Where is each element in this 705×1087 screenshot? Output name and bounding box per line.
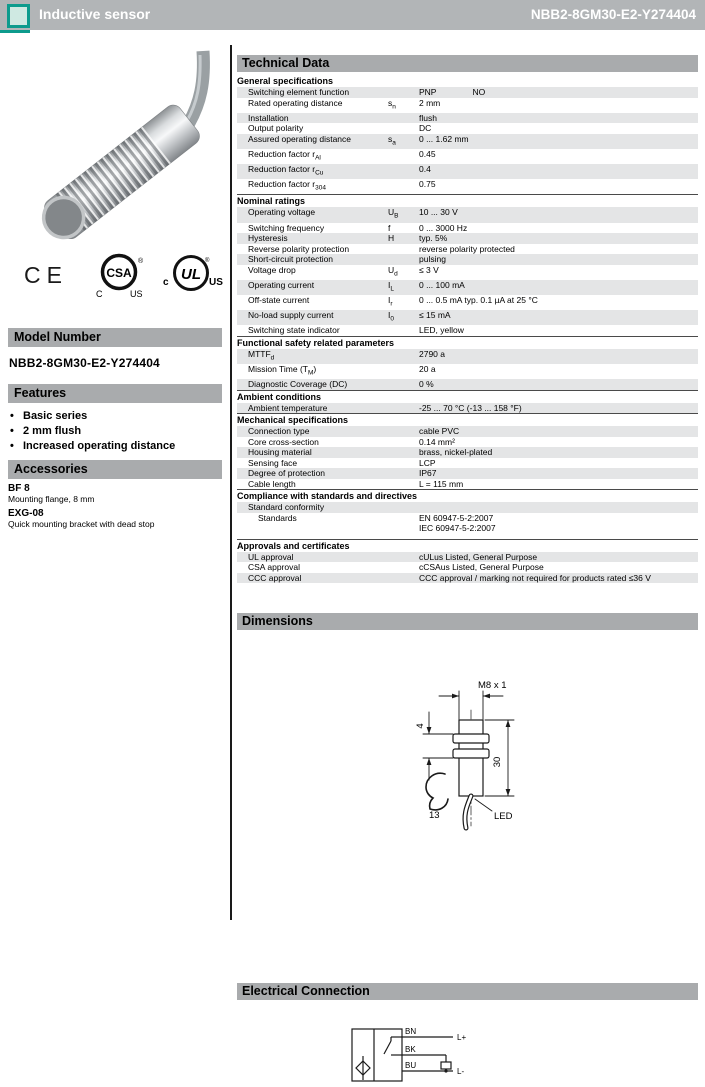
spec-section-title: Ambient conditions xyxy=(237,390,698,403)
wiring-diagram xyxy=(237,1023,698,1087)
spec-row xyxy=(237,207,698,222)
header-bar xyxy=(0,0,705,30)
spec-row xyxy=(237,244,698,255)
spec-symbol xyxy=(388,349,419,364)
spec-label: Cable length xyxy=(248,478,296,489)
spec-value: 0.45 xyxy=(419,148,436,159)
spec-symbol xyxy=(388,437,419,448)
spec-row xyxy=(237,149,698,164)
spec-symbol xyxy=(388,364,419,379)
csa-logo xyxy=(94,251,146,299)
electrical-heading: Electrical Connection xyxy=(237,983,698,1000)
spec-value xyxy=(419,502,698,513)
spec-label: Reduction factor $r_{Cu}$ xyxy=(248,164,324,177)
spec-row xyxy=(237,426,698,437)
spec-symbol xyxy=(388,479,419,490)
spec-symbol: $s_n$ xyxy=(388,97,396,111)
length-dim-label: 30 xyxy=(492,756,503,768)
svg-text:®: ® xyxy=(204,258,210,264)
nut-lower xyxy=(453,749,489,758)
spec-row xyxy=(237,223,698,234)
spec-value: reverse polarity protected xyxy=(419,243,515,254)
spec-symbol: $U_d$ xyxy=(388,264,398,278)
spec-section-title: Compliance with standards and directives xyxy=(237,489,698,502)
spec-symbol: $I_r$ xyxy=(388,295,393,308)
spec-symbol xyxy=(388,244,419,255)
spec-value: flush xyxy=(419,112,437,123)
wire-bn-label: BN xyxy=(405,1027,417,1037)
spec-label: Standard conformity xyxy=(248,502,325,513)
spec-label: Mission Time $(T_M)$ xyxy=(248,364,317,377)
accessories-list xyxy=(8,483,222,529)
certification-logos xyxy=(8,249,222,301)
spec-label: $MTTF_d$ xyxy=(248,348,275,362)
spec-label: Housing material xyxy=(248,447,312,458)
svg-text:c: c xyxy=(162,277,169,288)
spec-value: cCSAus Listed, General Purpose xyxy=(419,562,544,573)
arrow-icon xyxy=(506,720,511,727)
spec-label: Connection type xyxy=(248,426,310,437)
spec-value: 0.75 xyxy=(419,179,436,190)
accessory-description: Mounting flange, 8 mm xyxy=(8,494,95,504)
spec-symbol xyxy=(388,325,419,336)
svg-text:US: US xyxy=(208,277,223,288)
nut-upper xyxy=(453,734,489,743)
accessory-description: Quick mounting bracket with dead stop xyxy=(8,519,155,529)
svg-text:US: US xyxy=(129,289,143,299)
spec-value: ≤ 15 mA xyxy=(419,310,451,321)
wire-bk-label: BK xyxy=(405,1045,416,1055)
spec-symbol xyxy=(388,87,419,98)
spec-symbol xyxy=(388,468,419,479)
thread-label: M8 x 1 xyxy=(478,680,507,692)
spec-symbol: $I_0$ xyxy=(388,310,394,323)
spec-row xyxy=(237,254,698,265)
spec-row xyxy=(237,310,698,325)
spec-symbol xyxy=(388,573,419,584)
spec-row xyxy=(237,113,698,124)
arrow-icon xyxy=(427,758,432,765)
accessory-item xyxy=(8,508,222,529)
spec-value: DC xyxy=(419,123,432,134)
spec-row xyxy=(237,123,698,134)
features-heading: Features xyxy=(8,384,222,403)
feature-item: • Increased operating distance xyxy=(8,439,222,454)
header-part-number: NBB2-8GM30-E2-Y274404 xyxy=(530,7,696,22)
spec-label: Switching element function xyxy=(248,87,350,97)
spec-value: 0 % xyxy=(419,379,434,390)
accessory-item xyxy=(8,483,222,504)
brand-logo-icon xyxy=(7,4,30,28)
spec-row xyxy=(237,447,698,458)
ce-mark-logo: CE xyxy=(24,261,68,288)
spec-value: 20 a xyxy=(419,364,436,375)
spec-label: Reduction factor $r_{304}$ xyxy=(248,179,326,192)
spec-symbol xyxy=(388,513,419,534)
arrow-icon xyxy=(452,694,459,699)
spec-row xyxy=(237,233,698,244)
spec-value: cULus Listed, General Purpose xyxy=(419,551,538,562)
spec-row xyxy=(237,502,698,513)
spec-row xyxy=(237,349,698,364)
spec-value: EN 60947-5-2:2007 IEC 60947-5-2:2007 xyxy=(419,512,496,534)
spec-value: 2790 a xyxy=(419,348,445,359)
spec-label: Voltage drop xyxy=(248,264,296,275)
spec-row xyxy=(237,87,698,98)
spec-label: Rated operating distance xyxy=(248,97,343,108)
spec-value: brass, nickel-plated xyxy=(419,447,493,458)
spec-row xyxy=(237,552,698,563)
spec-symbol xyxy=(388,426,419,437)
spec-row xyxy=(237,513,698,534)
spec-label: Switching frequency xyxy=(248,222,325,233)
spec-value: LED, yellow xyxy=(419,325,464,336)
spec-row xyxy=(237,403,698,414)
spec-label: Ambient temperature xyxy=(248,402,328,413)
spec-label: Operating current xyxy=(248,279,315,290)
spec-symbol xyxy=(388,179,419,194)
spec-label: Installation xyxy=(248,112,289,123)
spec-label: Reverse polarity protection xyxy=(248,243,350,254)
spec-label: Degree of protection xyxy=(248,468,326,479)
spec-label: Core cross-section xyxy=(248,436,319,447)
accessories-heading: Accessories xyxy=(8,460,222,479)
spec-label: UL approval xyxy=(248,551,294,562)
spec-value: 0.14 mm² xyxy=(419,436,455,447)
wire-bu-label: BU xyxy=(405,1061,417,1071)
spec-value: ≤ 3 V xyxy=(419,264,439,275)
spec-value: 0 ... 1.62 mm xyxy=(419,133,469,144)
spec-label: No-load supply current xyxy=(248,310,334,321)
spec-section-title: Nominal ratings xyxy=(237,194,698,207)
spec-section-title: Mechanical specifications xyxy=(237,413,698,426)
spec-symbol xyxy=(388,149,419,164)
spec-value: cable PVC xyxy=(419,426,460,437)
features-list xyxy=(8,409,222,454)
spec-value: 0 ... 100 mA xyxy=(419,279,465,290)
spec-label: Diagnostic Coverage (DC) xyxy=(248,379,348,390)
spec-symbol xyxy=(388,113,419,124)
spec-label: CSA approval xyxy=(248,562,300,573)
spec-value: pulsing xyxy=(419,254,446,265)
spec-value: 10 ... 30 V xyxy=(419,207,458,218)
led-leader-line xyxy=(475,799,492,811)
spec-row xyxy=(237,468,698,479)
spec-symbol xyxy=(388,552,419,563)
spec-label: Hysteresis xyxy=(248,233,288,244)
svg-text:®: ® xyxy=(137,258,144,265)
spec-symbol: $I_L$ xyxy=(388,279,394,293)
junction-dot xyxy=(444,1070,447,1073)
spec-value: 2 mm xyxy=(419,97,441,108)
arrow-icon xyxy=(483,694,490,699)
accent-underline xyxy=(0,30,30,33)
spec-value: 0 ... 3000 Hz xyxy=(419,222,468,233)
spec-label: Sensing face xyxy=(248,457,298,468)
spec-section-title: Approvals and certificates xyxy=(237,539,698,552)
spec-row xyxy=(237,364,698,379)
technical-data-table xyxy=(237,75,698,583)
spec-row xyxy=(237,134,698,149)
product-photo xyxy=(8,45,222,245)
spec-label: CCC approval xyxy=(248,572,302,583)
spec-value: typ. 5% xyxy=(419,233,448,244)
arrow-icon xyxy=(427,727,432,734)
svg-text:UL: UL xyxy=(180,266,201,283)
spec-symbol xyxy=(388,123,419,134)
spec-symbol xyxy=(388,447,419,458)
load-symbol xyxy=(441,1062,451,1069)
spec-symbol xyxy=(388,562,419,573)
column-divider xyxy=(230,45,232,920)
spec-row xyxy=(237,562,698,573)
spec-symbol xyxy=(388,254,419,265)
inductive-sensor-image xyxy=(8,45,222,245)
accessory-name: BF 8 xyxy=(8,483,30,494)
model-number-heading: Model Number xyxy=(8,328,222,347)
accessory-name: EXG-08 xyxy=(8,508,44,519)
spec-row xyxy=(237,280,698,295)
model-number-value: NBB2-8GM30-E2-Y274404 xyxy=(9,356,160,370)
spec-row xyxy=(237,325,698,336)
sidebar xyxy=(8,45,222,529)
spec-section-title: General specifications xyxy=(237,76,334,86)
spec-row xyxy=(237,458,698,469)
spec-label: Short-circuit protection xyxy=(248,254,334,265)
spec-row xyxy=(237,573,698,584)
spec-label: Assured operating distance xyxy=(248,133,352,144)
spec-row xyxy=(237,479,698,490)
spec-row xyxy=(237,164,698,179)
spec-label: Standards xyxy=(258,512,297,523)
spec-row xyxy=(237,379,698,390)
dimension-drawing xyxy=(237,674,698,933)
flange-dim-label: 4 xyxy=(415,723,426,729)
spec-symbol xyxy=(388,379,419,390)
spec-value: 0 ... 0.5 mA typ. 0.1 µA at 25 °C xyxy=(419,295,538,305)
spec-value: PNP NO xyxy=(419,87,486,97)
dimensions-heading: Dimensions xyxy=(237,613,698,630)
wrench-icon xyxy=(426,774,448,811)
spec-row xyxy=(237,98,698,113)
spec-symbol: $U_B$ xyxy=(388,207,399,221)
spec-row xyxy=(237,265,698,280)
led-label: LED xyxy=(494,811,513,823)
spec-symbol: f xyxy=(388,222,391,233)
spec-label: Reduction factor $r_{Al}$ xyxy=(248,148,321,162)
spec-symbol xyxy=(388,164,419,179)
spec-label: Operating voltage xyxy=(248,207,316,218)
main-content xyxy=(237,55,698,1087)
spec-row xyxy=(237,179,698,194)
wrench-size-label: 13 xyxy=(429,810,440,822)
ul-logo xyxy=(160,253,224,297)
spec-row xyxy=(237,437,698,448)
spec-symbol: H xyxy=(388,233,395,244)
page-title: Inductive sensor xyxy=(39,6,151,22)
lplus-label: L+ xyxy=(457,1033,467,1043)
spec-label: Switching state indicator xyxy=(248,325,340,336)
spec-value: -25 ... 70 °C (-13 ... 158 °F) xyxy=(419,402,522,413)
svg-text:C: C xyxy=(95,289,103,299)
spec-value: 0.4 xyxy=(419,164,431,175)
spec-symbol xyxy=(388,403,419,414)
technical-data-heading: Technical Data xyxy=(237,55,698,72)
spec-value: LCP xyxy=(419,457,436,468)
spec-symbol: $s_a$ xyxy=(388,133,396,147)
spec-label: Output polarity xyxy=(248,123,304,134)
feature-item: • 2 mm flush xyxy=(8,424,222,439)
svg-text:CSA: CSA xyxy=(106,266,132,280)
spec-section-title: Functional safety related parameters xyxy=(237,336,698,349)
spec-symbol xyxy=(388,502,419,513)
spec-value: IP67 xyxy=(419,468,437,479)
lminus-label: L- xyxy=(457,1067,465,1077)
spec-symbol xyxy=(388,458,419,469)
spec-value: L = 115 mm xyxy=(419,478,464,489)
feature-item: • Basic series xyxy=(8,409,222,424)
spec-value: CCC approval / marking not required for products rated ≤36 V xyxy=(419,572,651,583)
spec-label: Off-state current xyxy=(248,295,310,305)
spec-row xyxy=(237,295,698,310)
arrow-icon xyxy=(506,789,511,796)
